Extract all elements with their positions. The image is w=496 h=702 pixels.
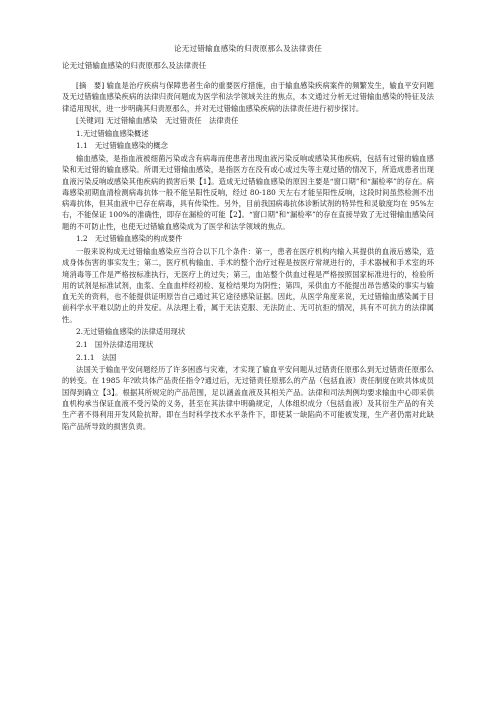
subsubsection-heading: 2.1.1 法国 bbox=[76, 352, 117, 362]
abstract-paragraph: [摘 要] 输血是治疗疾病与保障患者生命的重要医疗措施，由于输血感染疾病案件的频繁发生，输血平安问题及无过错输血感染疾病的法律归责问题成为医学和法学领域关注的焦点，本文通过分析无过错输血感染的特征及法律适用现状，进一步明确其归责原那么，并对无过错输血感染疾病的法律责任进行初步探讨。 bbox=[62, 81, 434, 113]
subsection-heading: 1.1 无过错输血感染的概念 bbox=[76, 141, 168, 151]
keywords-line: [关键词] 无过错输血感染 无过错责任 法律责任 bbox=[76, 116, 239, 126]
body-paragraph: 一般来说构成无过错输血感染应当符合以下几个条件：第一，患者在医疗机构内输入其提供的血液后感染，造成身体伤害的事实发生；第二，医疗机构输血、手术的整个治疗过程是按医疗常规进行的，手术器械和手术室的环境消毒等工作是严格按标准执行，无医疗上的过失；第三，血站整个供血过程是严格按照国家标准进行的，检验所用的试剂是标准试剂，血浆、全血血样经初检、复检结果均为阴性；第四，采供血方不能提出昂告感染的事实与输血无关的资料，也不能提供证明原告自己通过其它途径感染证据。因此，从医学角度来说，无过错输血感染属于目前科学水平难以防止的并发症。从法理上看，属于无法克服、无法防止、无可抗拒的情况，具有不可抗力的法律属性。 bbox=[62, 246, 434, 324]
page-title: 论无过错输血感染的归责原那么及法律责任 bbox=[173, 44, 323, 53]
subsection-heading: 1.2 无过错输血感染的构成要件 bbox=[76, 234, 183, 244]
subsection-heading: 2.1 国外法律适用现状 bbox=[76, 339, 154, 349]
page-subtitle: 论无过错输血感染的归责原那么及法律责任 bbox=[62, 61, 207, 70]
section-heading: 1.无过错输血感染概述 bbox=[76, 128, 149, 138]
body-paragraph: 法国关于输血平安问题经历了许多困惑与灾难，才实现了输血平安问题从过错责任原那么到无过错责任原那么的转变。在 1985 年?欧共体产品责任指令?通过后，无过错责任原那么的产品（包括血液）责任制度在欧共体成员国得到确立【3】。根据其所规定的产品范围，足以涵盖血液及其相关产品。法律和司法判例均要求输血中心即采供血机构承当保证血液不受污染的义务，甚至在其法律中明确规定，人体组织成分（包括血液）及其衍生产品的有关生产者不得利用开发风险抗辩。即在当时科学技术水平条件下，即使某一缺陷尚不可能被发现，生产者仍需对此缺陷产品所导致的损害负责。 bbox=[62, 365, 434, 431]
document-body bbox=[62, 80, 434, 433]
section-heading: 2.无过错输血感染的法律适用现状 bbox=[76, 327, 186, 337]
body-paragraph: 输血感染，是指血液被细菌污染或含有病毒而使患者出现血液污染反响或感染其他疾病，包括有过错的输血感染和无过错的输血感染。所谓无过错输血感染，是指医方在没有或心或过失等主观过错的情况下，所造成患者出现血液污染反响或感染其他疾病的损害后果【1】。造成无过错输血感染的原因主要是“窗口期”和“漏检率”的存在。病毒感染初期血清检测病毒抗体一般不能呈阳性反响，经过 80-180 天左右才能呈阳性反响，这段时间虽然检测不出病毒抗体，但其血液中已存在病毒，具有传染性。另外，目前我国病毒抗体诊断试剂的特异性和灵敏度均在 95%左右，不能保证 100%的准确性，即存在漏检的可能【2】。“窗口期”和“漏检率”的存在直接导致了无过错输血感染问题的不可防止性，也使无过错输血感染成为了医学和法学领域的焦点。 bbox=[62, 153, 434, 231]
